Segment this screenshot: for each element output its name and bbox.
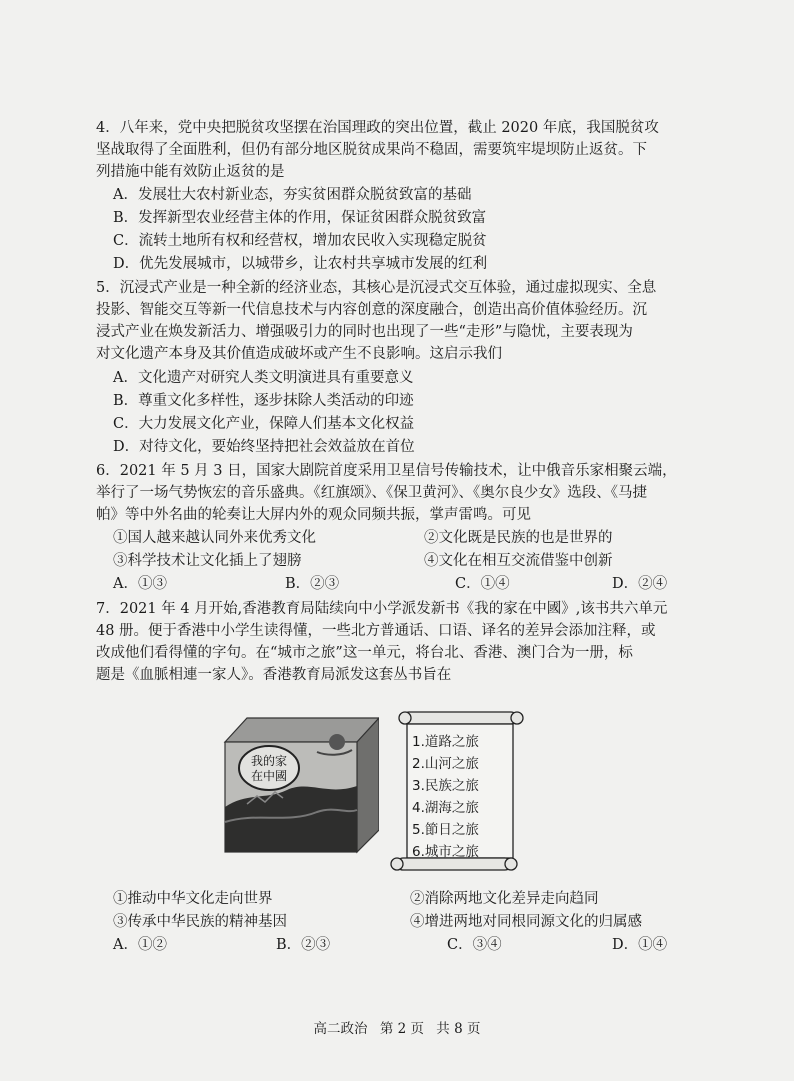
box-title-line-1: 我的家	[250, 754, 288, 768]
q6-choice-4: ④文化在相互交流借鉴中创新	[424, 553, 613, 569]
q7-stem-line-3: 改成他们看得懂的字句。在“城市之旅”这一单元，将台北、香港、澳门合为一册，标	[96, 645, 633, 661]
q4-option-c: C．流转土地所有权和经营权，增加农民收入实现稳定脱贫	[113, 233, 487, 249]
q6-stem-line-2: 举行了一场气势恢宏的音乐盛典。《红旗颂》、《保卫黄河》、《奥尔良少女》选段、《马捷	[96, 485, 647, 501]
q7-choice-1: ①推动中华文化走向世界	[113, 891, 273, 907]
q7-answer-d: D．①④	[612, 937, 668, 953]
q5-option-d: D．对待文化，要始终坚持把社会效益放在首位	[113, 439, 415, 455]
book-box-illustration	[217, 712, 379, 854]
q5-option-b: B．尊重文化多样性，逐步抹除人类活动的印迹	[113, 393, 414, 409]
scroll-item: 4.湖海之旅	[412, 800, 479, 816]
q7-choice-3: ③传承中华民族的精神基因	[113, 914, 287, 930]
q7-stem-line-2: 48 册。便于香港中小学生读得懂，一些北方普通话、口语、译名的差异会添加注释，或	[96, 623, 656, 639]
q5-stem-line-4: 对文化遗产本身及其价值造成破坏或产生不良影响。这启示我们	[96, 346, 502, 362]
q6-answer-a: A．①③	[113, 576, 167, 592]
q6-choice-3: ③科学技术让文化插上了翅膀	[113, 553, 302, 569]
q7-choice-2: ②消除两地文化差异走向趋同	[410, 891, 599, 907]
scroll-item-list	[412, 731, 512, 863]
q6-choice-2: ②文化既是民族的也是世界的	[424, 530, 613, 546]
q4-option-a: A．发展壮大农村新业态，夯实贫困群众脱贫致富的基础	[113, 187, 472, 203]
q4-option-b: B．发挥新型农业经营主体的作用，保证贫困群众脱贫致富	[113, 210, 487, 226]
scroll-item: 5.節日之旅	[412, 822, 479, 838]
q7-stem-line-1: 7．2021 年 4 月开始,香港教育局陆续向中小学派发新书《我的家在中國》,该书共六单元	[96, 601, 668, 617]
scroll-item: 6.城市之旅	[412, 844, 479, 860]
q7-choice-4: ④增进两地对同根同源文化的归属感	[410, 914, 642, 930]
q6-answer-b: B．②③	[285, 576, 340, 592]
scroll-item: 1.道路之旅	[412, 734, 479, 750]
q6-stem-line-3: 帕》等中外名曲的轮奏让大屏内外的观众同频共振，掌声雷鸣。可见	[96, 507, 531, 523]
scroll-item: 2.山河之旅	[412, 756, 479, 772]
q6-answer-c: C．①④	[455, 576, 510, 592]
q7-answer-c: C．③④	[447, 937, 502, 953]
q6-stem-line-1: 6．2021 年 5 月 3 日，国家大剧院首度采用卫星信号传输技术，让中俄音乐家相聚云端，	[96, 463, 677, 479]
q7-answer-a: A．①②	[113, 937, 167, 953]
q5-option-a: A．文化遗产对研究人类文明演进具有重要意义	[113, 370, 414, 386]
q7-answer-b: B．②③	[276, 937, 331, 953]
q5-option-c: C．大力发展文化产业，保障人们基本文化权益	[113, 416, 415, 432]
q5-stem-line-3: 浸式产业在焕发新活力、增强吸引力的同时也出现了一些“走形”与隐忧，主要表现为	[96, 324, 633, 340]
footer-page-number: 第 2 页	[379, 1021, 424, 1037]
q4-option-d: D．优先发展城市，以城带乡，让农村共享城市发展的红利	[113, 256, 488, 272]
footer-total-pages: 共 8 页	[436, 1021, 481, 1037]
box-title-line-2: 在中國	[250, 769, 288, 783]
q5-stem-line-2: 投影、智能交互等新一代信息技术与内容创意的深度融合，创造出高价值体验经历。沉	[96, 302, 647, 318]
q6-choice-1: ①国人越来越认同外来优秀文化	[113, 530, 316, 546]
page-footer	[0, 1017, 794, 1037]
footer-subject: 高二政治	[313, 1021, 368, 1037]
q4-stem-line-1: 4．八年来，党中央把脱贫攻坚摆在治国理政的突出位置，截止 2020 年底，我国脱贫攻	[96, 120, 659, 136]
q5-stem-line-1: 5．沉浸式产业是一种全新的经济业态，其核心是沉浸式交互体验，通过虚拟现实、全息	[96, 280, 657, 296]
q6-answer-d: D．②④	[612, 576, 668, 592]
q7-stem-line-4: 题是《血脈相連一家人》。香港教育局派发这套丛书旨在	[96, 667, 452, 683]
q4-stem-line-3: 列措施中能有效防止返贫的是	[96, 164, 285, 180]
q4-stem-line-2: 坚战取得了全面胜利，但仍有部分地区脱贫成果尚不稳固，需要筑牢堤坝防止返贫。下	[96, 142, 647, 158]
scroll-item: 3.民族之旅	[412, 778, 479, 794]
